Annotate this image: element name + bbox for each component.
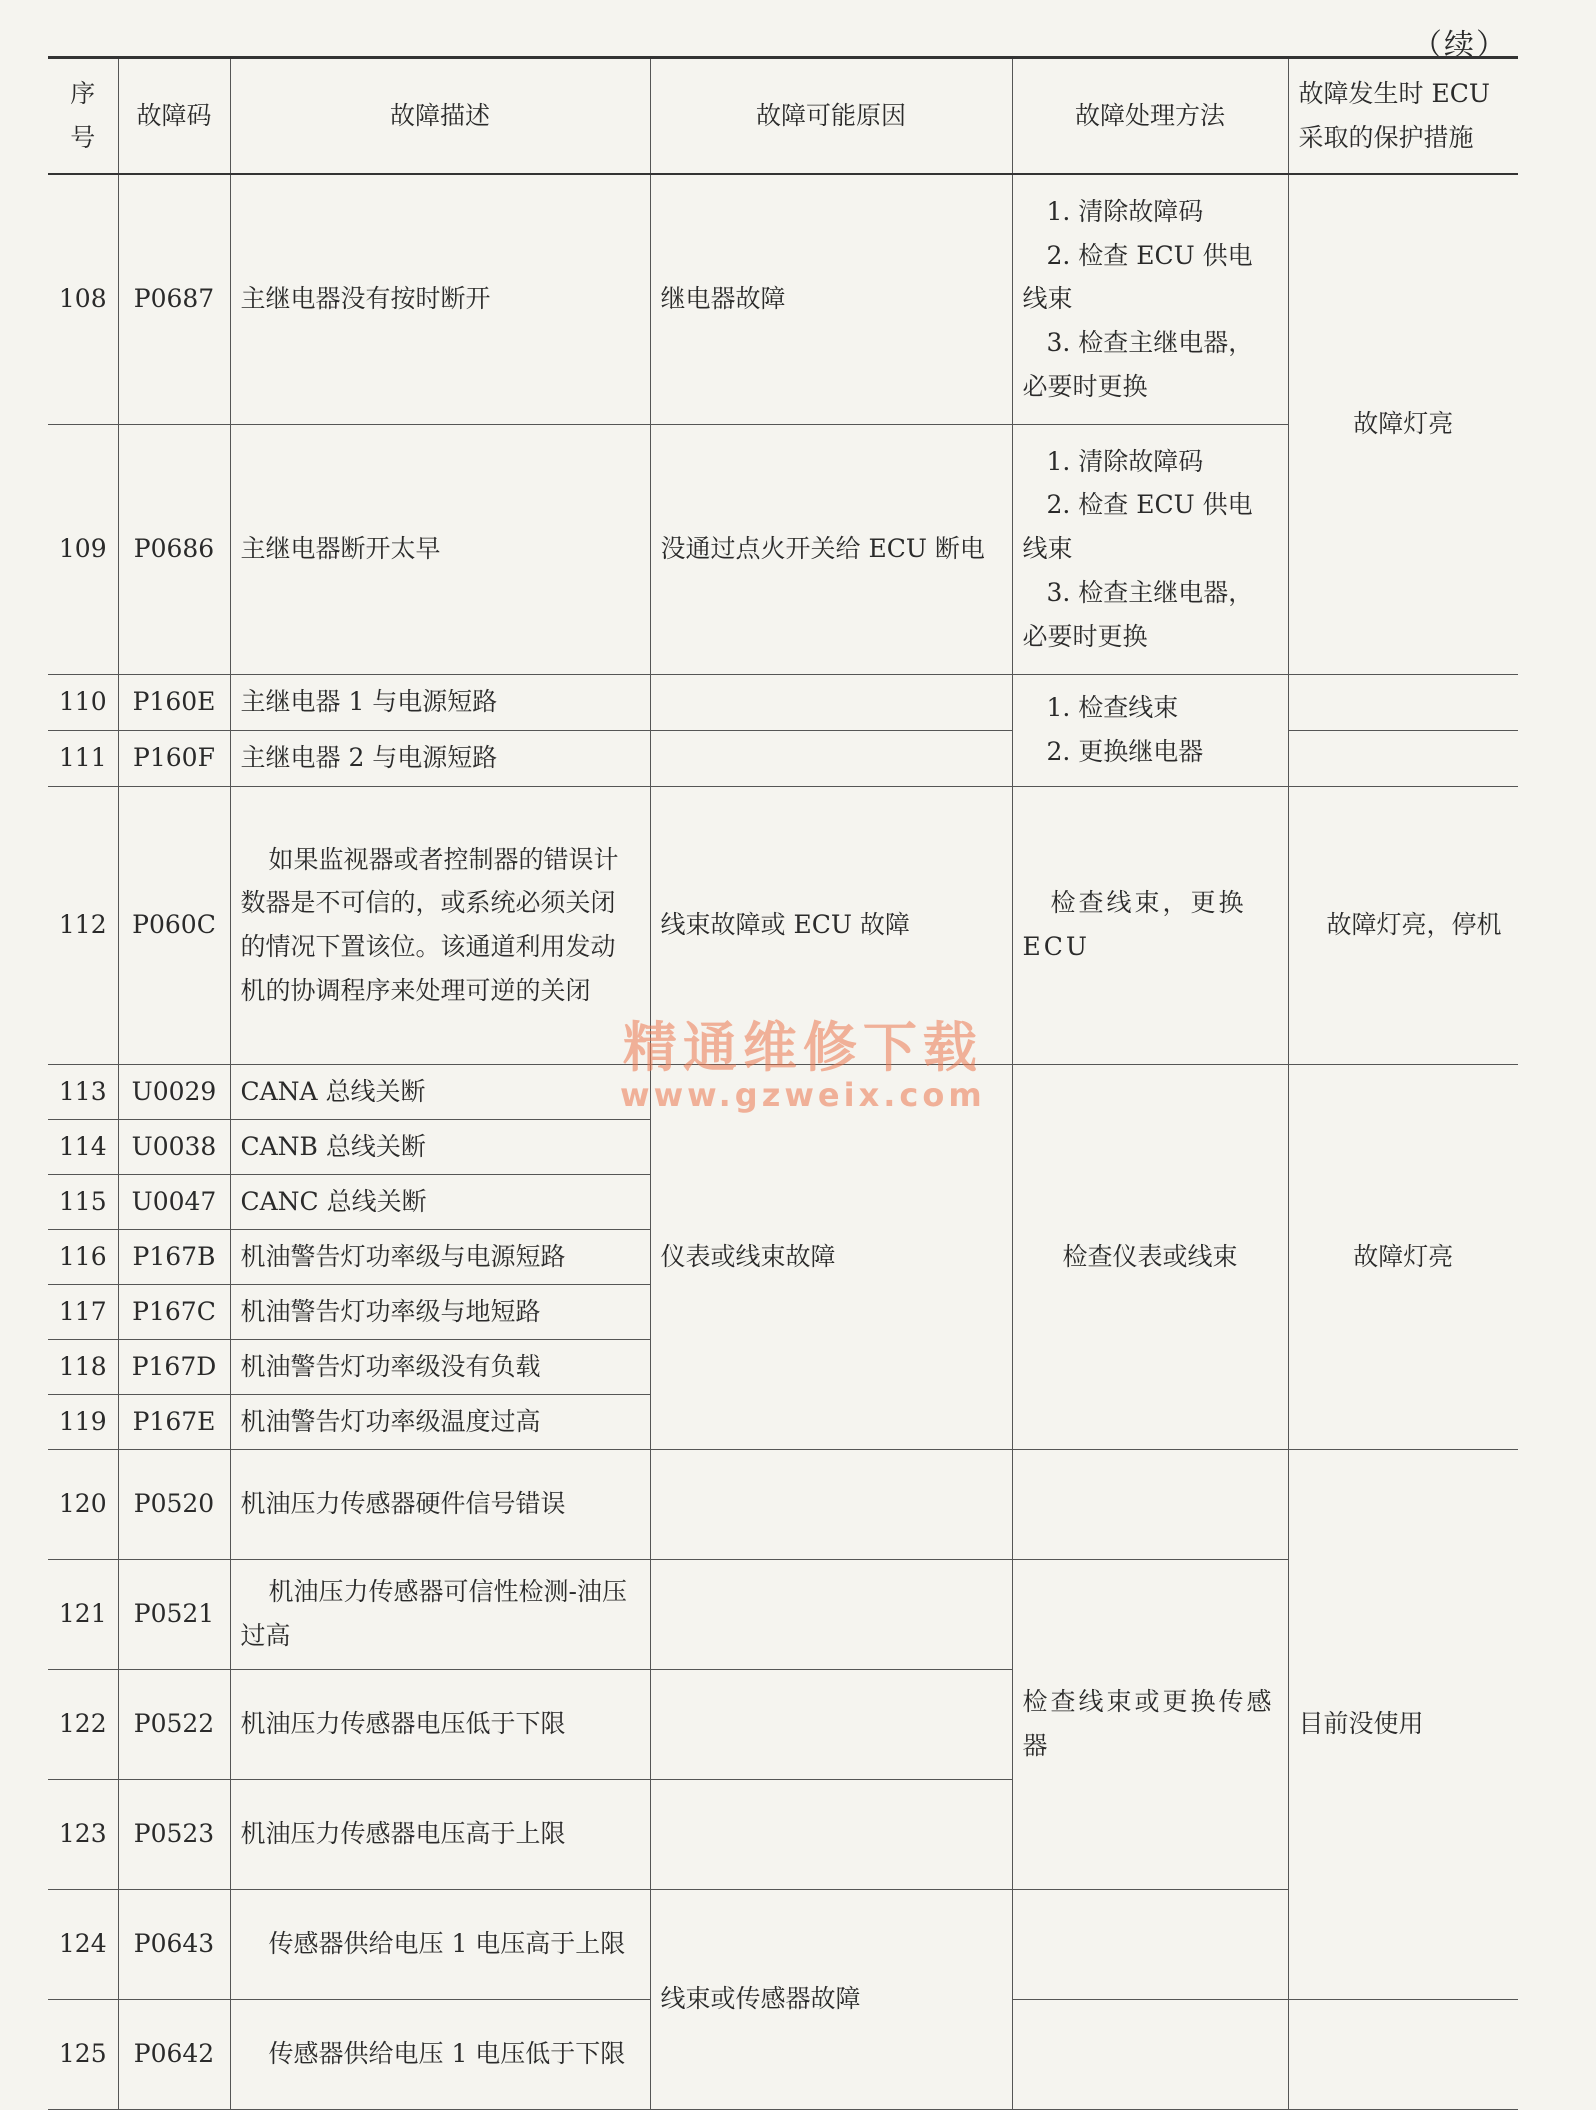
- row-code: U0047: [118, 1174, 230, 1229]
- row-seq: 113: [48, 1064, 118, 1119]
- row-description: 机油压力传感器可信性检测-油压过高: [230, 1559, 650, 1669]
- row-description: CANB 总线关断: [230, 1119, 650, 1174]
- row-code: P160F: [118, 730, 230, 786]
- row-protection-empty: [1288, 674, 1518, 730]
- row-code: P0643: [118, 1889, 230, 1999]
- row-code: P0686: [118, 424, 230, 674]
- row-method: 1. 清除故障码 2. 检查 ECU 供电线束 3. 检查主继电器，必要时更换: [1012, 424, 1288, 674]
- row-method: 1. 检查线束 2. 更换继电器: [1012, 674, 1288, 786]
- row-description: 主继电器 1 与电源短路: [230, 674, 650, 730]
- row-description: 如果监视器或者控制器的错误计数器是不可信的，或系统必须关闭的情况下置该位。该通道利用发动机的协调程序来处理可逆的关闭: [230, 786, 650, 1064]
- row-seq: 123: [48, 1779, 118, 1889]
- row-description: 机油警告灯功率级与电源短路: [230, 1229, 650, 1284]
- row-description: 机油警告灯功率级温度过高: [230, 1394, 650, 1449]
- fault-code-table: [48, 56, 1518, 2110]
- row-cause-empty: [650, 1559, 1012, 1669]
- row-method: 检查仪表或线束: [1012, 1064, 1288, 1449]
- row-code: P0522: [118, 1669, 230, 1779]
- row-method: 检查线束或更换传感器: [1012, 1559, 1288, 1889]
- row-cause: 仪表或线束故障: [650, 1064, 1012, 1449]
- row-protection-empty: [1288, 730, 1518, 786]
- continued-label: （续）: [1412, 28, 1508, 63]
- table-row: [48, 674, 1518, 730]
- row-cause: 线束故障或 ECU 故障: [650, 786, 1012, 1064]
- row-seq: 109: [48, 424, 118, 674]
- row-code: P0520: [118, 1449, 230, 1559]
- table-row: [48, 1064, 1518, 1119]
- row-seq: 124: [48, 1889, 118, 1999]
- row-method: 检查线束，更换 ECU: [1012, 786, 1288, 1064]
- row-description: 主继电器 2 与电源短路: [230, 730, 650, 786]
- row-cause-empty: [650, 674, 1012, 730]
- row-seq: 118: [48, 1339, 118, 1394]
- row-code: P060C: [118, 786, 230, 1064]
- row-protection-empty: [1288, 1999, 1518, 2109]
- row-seq: 116: [48, 1229, 118, 1284]
- row-description: 主继电器断开太早: [230, 424, 650, 674]
- row-seq: 110: [48, 674, 118, 730]
- row-seq: 111: [48, 730, 118, 786]
- header-cause: 故障可能原因: [650, 58, 1012, 175]
- row-seq: 120: [48, 1449, 118, 1559]
- row-seq: 122: [48, 1669, 118, 1779]
- row-description: 机油压力传感器硬件信号错误: [230, 1449, 650, 1559]
- row-seq: 114: [48, 1119, 118, 1174]
- row-seq: 119: [48, 1394, 118, 1449]
- row-description: 传感器供给电压 1 电压高于上限: [230, 1889, 650, 1999]
- row-description: CANA 总线关断: [230, 1064, 650, 1119]
- watermark-url: www.gzweix.com: [620, 1076, 986, 1114]
- row-description: 机油警告灯功率级没有负载: [230, 1339, 650, 1394]
- row-method-empty: [1012, 1999, 1288, 2109]
- table-row: [48, 730, 1518, 786]
- row-seq: 121: [48, 1559, 118, 1669]
- row-description: 传感器供给电压 1 电压低于下限: [230, 1999, 650, 2109]
- row-code: P0687: [118, 174, 230, 424]
- header-description: 故障描述: [230, 58, 650, 175]
- row-protection: 目前没使用: [1288, 1449, 1518, 1999]
- row-description: CANC 总线关断: [230, 1174, 650, 1229]
- table-row: [48, 174, 1518, 424]
- row-cause-empty: [650, 1449, 1012, 1559]
- header-protection: 故障发生时 ECU 采取的保护措施: [1288, 58, 1518, 175]
- row-code: P167D: [118, 1339, 230, 1394]
- row-cause-empty: [650, 1669, 1012, 1779]
- row-method: 1. 清除故障码 2. 检查 ECU 供电线束 3. 检查主继电器，必要时更换: [1012, 174, 1288, 424]
- row-code: P0521: [118, 1559, 230, 1669]
- row-method-empty: [1012, 1889, 1288, 1999]
- watermark-title: 精通维修下载: [622, 1016, 983, 1079]
- row-cause: 线束或传感器故障: [650, 1889, 1012, 2109]
- row-description: 机油警告灯功率级与地短路: [230, 1284, 650, 1339]
- row-seq: 117: [48, 1284, 118, 1339]
- row-code: U0029: [118, 1064, 230, 1119]
- row-cause-empty: [650, 1779, 1012, 1889]
- row-code: P0642: [118, 1999, 230, 2109]
- row-description: 机油压力传感器电压高于上限: [230, 1779, 650, 1889]
- row-seq: 115: [48, 1174, 118, 1229]
- row-seq: 112: [48, 786, 118, 1064]
- row-cause: 没通过点火开关给 ECU 断电: [650, 424, 1012, 674]
- row-code: U0038: [118, 1119, 230, 1174]
- row-protection: 故障灯亮，停机: [1288, 786, 1518, 1064]
- row-code: P0523: [118, 1779, 230, 1889]
- row-cause: 继电器故障: [650, 174, 1012, 424]
- row-method-empty: [1012, 1449, 1288, 1559]
- table-row: [48, 1449, 1518, 1559]
- row-code: P167E: [118, 1394, 230, 1449]
- row-code: P160E: [118, 674, 230, 730]
- header-seq: 序 号: [48, 58, 118, 175]
- row-cause-empty: [650, 730, 1012, 786]
- row-protection: 故障灯亮: [1288, 1064, 1518, 1449]
- row-description: 主继电器没有按时断开: [230, 174, 650, 424]
- header-code: 故障码: [118, 58, 230, 175]
- table-header-row: [48, 58, 1518, 175]
- header-method: 故障处理方法: [1012, 58, 1288, 175]
- row-seq: 108: [48, 174, 118, 424]
- row-protection: 故障灯亮: [1288, 174, 1518, 674]
- row-code: P167B: [118, 1229, 230, 1284]
- row-description: 机油压力传感器电压低于下限: [230, 1669, 650, 1779]
- row-seq: 125: [48, 1999, 118, 2109]
- row-code: P167C: [118, 1284, 230, 1339]
- table-row: [48, 786, 1518, 1064]
